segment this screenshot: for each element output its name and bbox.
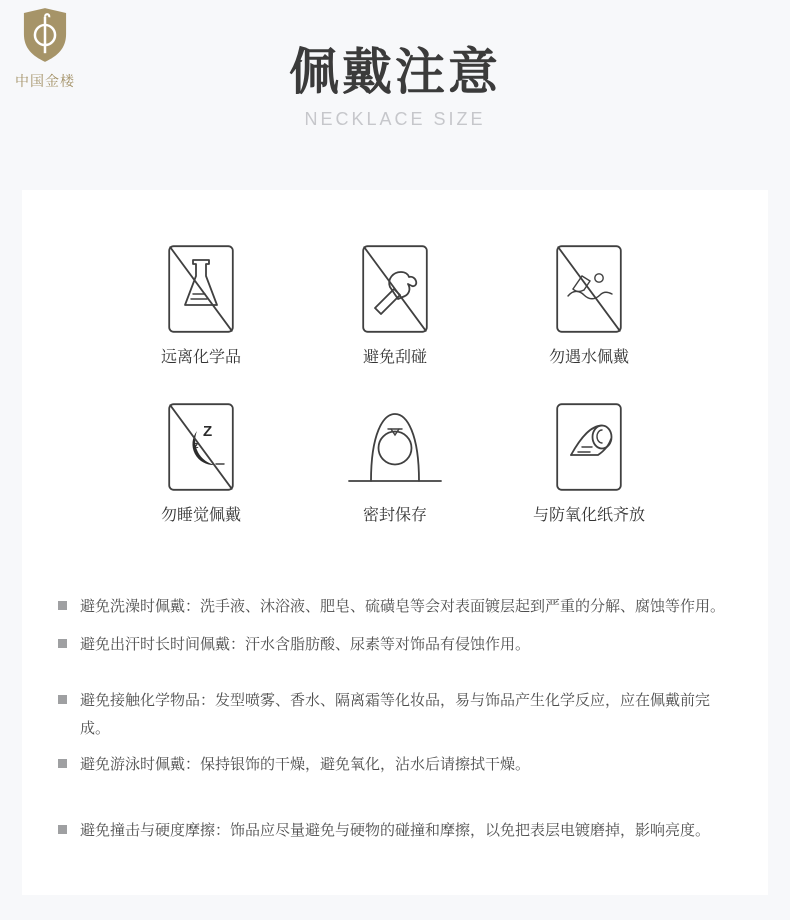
care-icon-grid bbox=[22, 190, 768, 525]
note-text: 避免洗澡时佩戴：洗手液、沐浴液、肥皂、硫磺皂等会对表面镀层起到严重的分解、腐蚀等作用。 bbox=[80, 598, 726, 615]
note-item bbox=[58, 631, 730, 659]
bullet-square-icon bbox=[58, 759, 67, 768]
note-item bbox=[58, 687, 730, 743]
sleep-z-glyph: Z bbox=[203, 423, 213, 440]
care-notes-list bbox=[58, 593, 730, 845]
care-item-label: 与防氧化纸齐放 bbox=[532, 507, 645, 524]
no-scratch-hammer-icon bbox=[362, 245, 428, 333]
note-text: 避免游泳时佩戴：保持银饰的干燥，避免氧化，沾水后请擦拭干燥。 bbox=[80, 756, 531, 773]
care-item-label: 勿睡觉佩戴 bbox=[160, 507, 241, 524]
page-title: 佩戴注意 bbox=[289, 44, 501, 100]
bullet-square-icon bbox=[58, 639, 67, 648]
no-water-swimmer-icon bbox=[556, 245, 622, 333]
care-panel bbox=[22, 190, 768, 895]
sealed-storage-dome-icon bbox=[347, 403, 443, 491]
care-item-water bbox=[492, 245, 686, 367]
care-item-label: 远离化学品 bbox=[160, 349, 241, 366]
care-item-sealed bbox=[298, 403, 492, 525]
care-item-chemicals bbox=[104, 245, 298, 367]
care-item-paper bbox=[492, 403, 686, 525]
note-text: 避免接触化学物品：发型喷雾、香水、隔离霜等化妆品，易与饰品产生化学反应，应在佩戴前完成。 bbox=[80, 692, 711, 737]
care-item-label: 避免刮碰 bbox=[362, 349, 427, 366]
antioxidation-paper-icon bbox=[556, 403, 622, 491]
note-item bbox=[58, 593, 730, 621]
note-text: 避免出汗时长时间佩戴：汗水含脂肪酸、尿素等对饰品有侵蚀作用。 bbox=[80, 636, 531, 653]
care-item-label: 密封保存 bbox=[362, 507, 427, 524]
note-text: 避免撞击与硬度摩擦：饰品应尽量避免与硬物的碰撞和摩擦，以免把表层电镀磨掉，影响亮度。 bbox=[80, 822, 711, 839]
bullet-square-icon bbox=[58, 601, 67, 610]
care-item-sleep bbox=[104, 403, 298, 525]
note-item bbox=[58, 751, 730, 779]
brand-name: 中国金楼 bbox=[15, 73, 75, 89]
sleep-small-z-glyph: z bbox=[194, 440, 199, 450]
care-item-label: 勿遇水佩戴 bbox=[548, 349, 629, 366]
no-sleep-moon-icon bbox=[168, 403, 234, 491]
note-item bbox=[58, 817, 730, 845]
care-item-scratch bbox=[298, 245, 492, 367]
page-subtitle: NECKLACE SIZE bbox=[304, 109, 486, 129]
bullet-square-icon bbox=[58, 695, 67, 704]
bullet-square-icon bbox=[58, 825, 67, 834]
no-chemicals-flask-icon bbox=[168, 245, 234, 333]
section-header bbox=[0, 44, 790, 130]
